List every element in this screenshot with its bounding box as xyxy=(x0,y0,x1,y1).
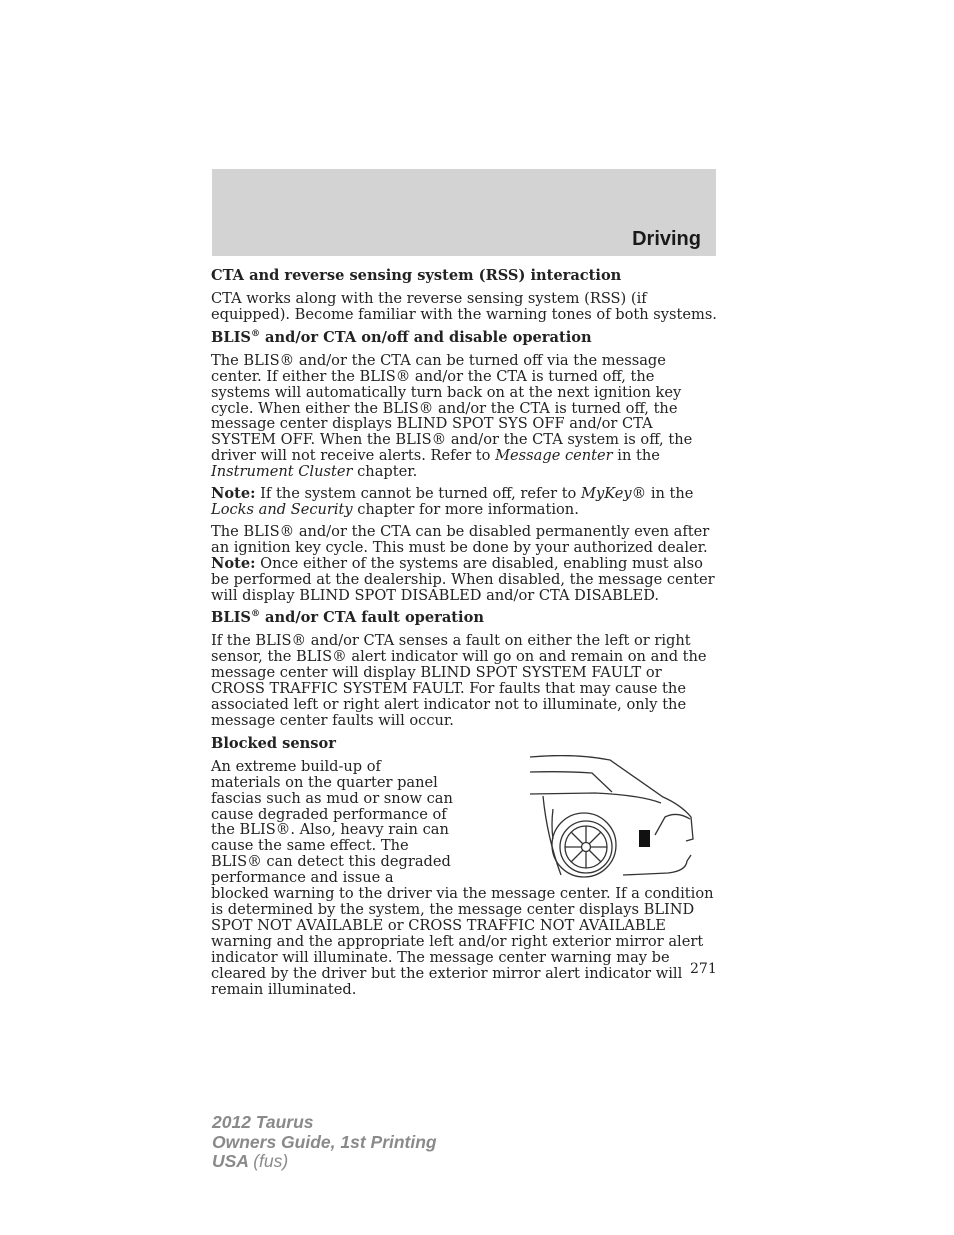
ref-instrument-cluster: Instrument Cluster xyxy=(211,463,353,481)
page-content xyxy=(211,267,717,1003)
paragraph-blis-onoff: The BLIS® and/or the CTA can be turned off via the message center. If either the BLIS® and/or the CTA is turned off, the systems will automatically turn back on at the next ignition key cycle. When either the BLIS® and/or the CTA is turned off, the message center displays BLIND SPOT SYS OFF and/or CTA SYSTEM OFF. When the BLIS® and/or the CTA system is off, the driver will not receive alerts. Refer to Message center in the Instrument Cluster chapter. xyxy=(211,351,693,481)
heading-blis-fault: BLIS® and/or CTA fault operation xyxy=(211,609,484,627)
ref-locks-security: Locks and Security xyxy=(211,500,353,518)
paragraph-blocked-sensor: An extreme build-up of materials on the quarter panel fascias such as mud or snow can cause degraded performance of the BLIS®. Also, heavy rain can cause the same effect. The BLIS® can detect this degraded performance and issue a blocked warning to the driver via the message center. If a condition is determined by the system, the message center displays BLIND SPOT NOT AVAILABLE or CROSS TRAFFIC NOT AVAILABLE warning and the appropriate left and/or right exterior mirror alert indicator will illuminate. The message center warning may be cleared by the driver but the exterior mirror alert indicator will remain illuminated. xyxy=(211,757,714,998)
ref-message-center: Message center xyxy=(495,447,613,465)
section-header-band xyxy=(212,169,716,256)
heading-blis-onoff: BLIS® and/or CTA on/off and disable operation xyxy=(211,328,592,346)
footer-region: USA (fus) xyxy=(212,1151,289,1171)
document-footer xyxy=(212,1113,437,1172)
section-title: Driving xyxy=(632,228,701,250)
footer-model: 2012 Taurus xyxy=(212,1112,314,1132)
paragraph-blis-disable: The BLIS® and/or the CTA can be disabled permanently even after an ignition key cycle. This must be done by your authorized dealer. Note: Once either of the systems are disabled, enabling must also be performed at the dealership. When disabled, the message center will display BLIND SPOT DISABLED and/or CTA DISABLED. xyxy=(211,522,715,604)
note-mykey: Note: If the system cannot be turned off, refer to MyKey® in the Locks and Security chapter for more information. xyxy=(211,485,694,518)
footer-guide-edition: Owners Guide, 1st Printing xyxy=(212,1131,437,1152)
ref-mykey: MyKey® xyxy=(581,485,647,503)
car-rear-quarter-illustration xyxy=(465,755,717,881)
heading-cta-rss: CTA and reverse sensing system (RSS) interaction xyxy=(211,267,622,284)
paragraph-cta-rss: CTA works along with the reverse sensing system (RSS) (if equipped). Become familiar with the warning tones of both systems. xyxy=(211,290,717,323)
page-number: 271 xyxy=(690,961,717,977)
heading-blocked-sensor: Blocked sensor xyxy=(211,734,336,752)
paragraph-blis-fault: If the BLIS® and/or CTA senses a fault on either the left or right sensor, the BLIS® alert indicator will go on and remain on and the message center will display BLIND SPOT SYSTEM FAULT or CROSS TRAFFIC SYSTEM FAULT. For faults that may cause the associated left or right alert indicator not to illuminate, only the message center faults will occur. xyxy=(211,632,707,729)
